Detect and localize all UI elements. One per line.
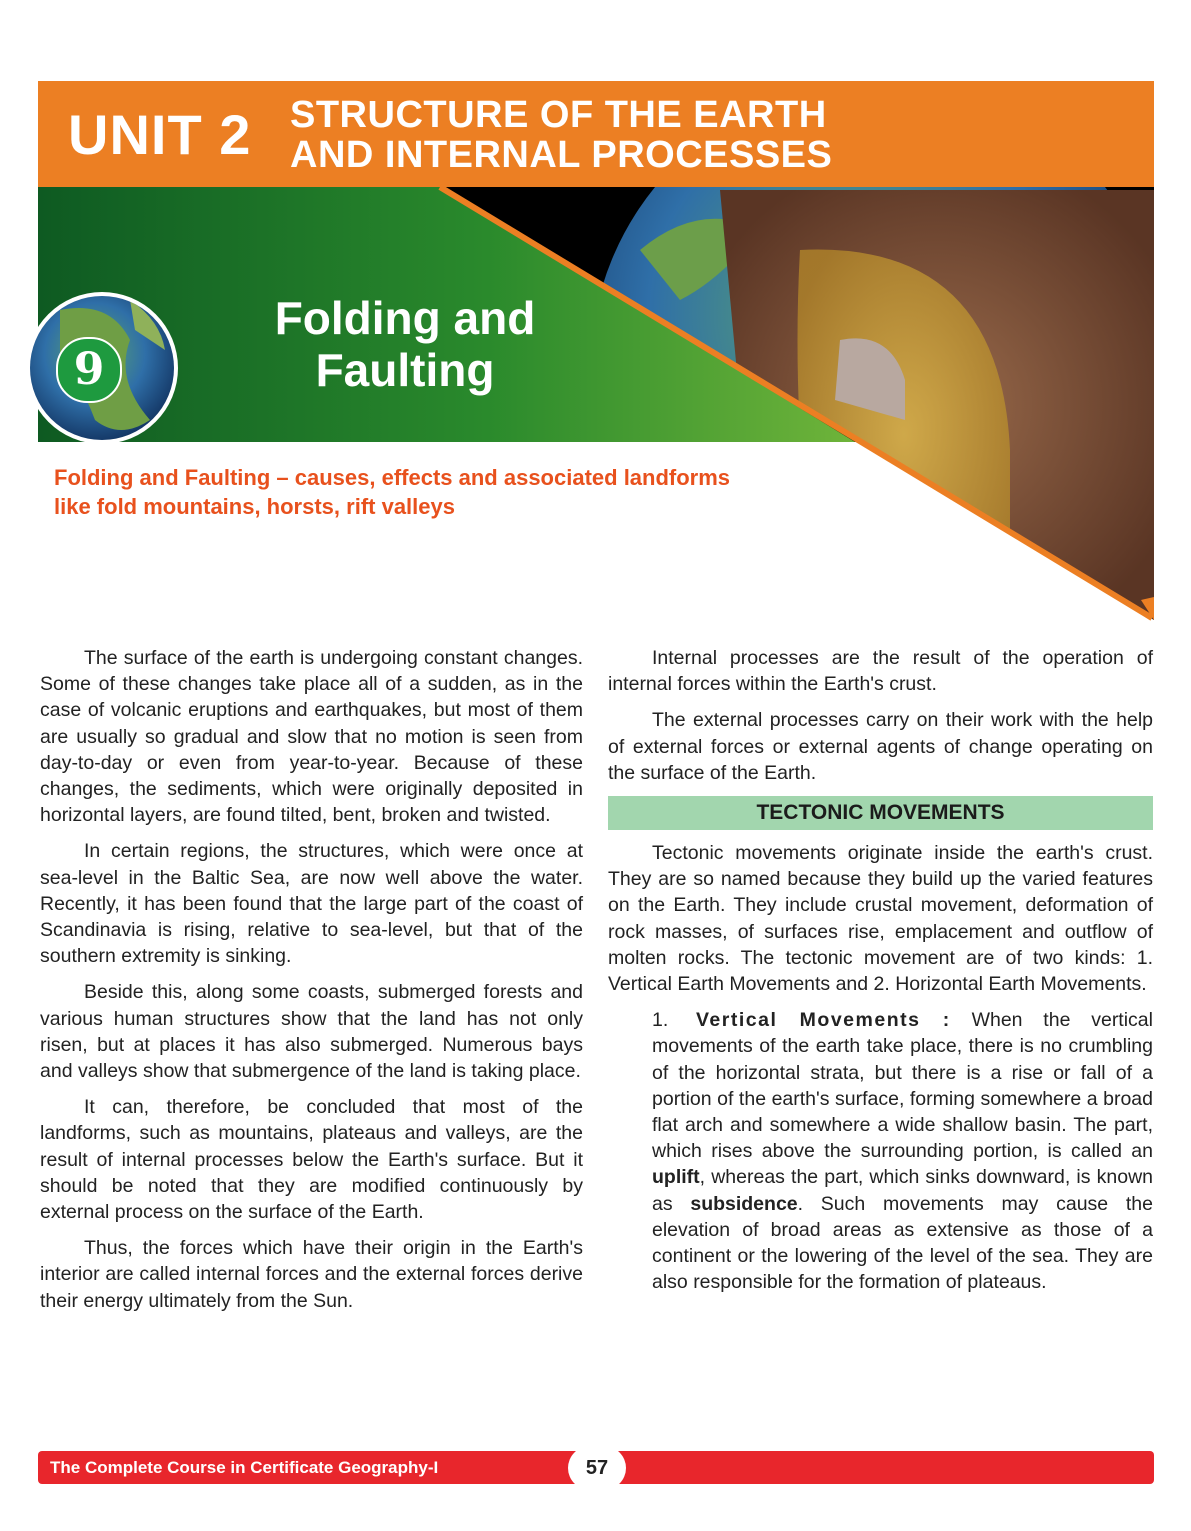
chapter-number: 9 <box>73 344 105 395</box>
term-subsidence: subsidence <box>690 1192 798 1215</box>
unit-title-line2: AND INTERNAL PROCESSES <box>290 134 833 176</box>
chapter-subtitle: Folding and Faulting – causes, effects and associated landforms like fold mountains, horsts, rift valleys <box>54 465 731 519</box>
paragraph: Beside this, along some coasts, submerged forests and various human structures show that the land has not only risen, but at places it has also submerged. Numerous bays and valleys show that submergence of the land is taking place. <box>40 981 583 1083</box>
paragraph: The external processes carry on their work with the help of external forces or external agents of change operating on the surface of the Earth. <box>608 709 1153 784</box>
paragraph: Thus, the forces which have their origin in the Earth's interior are called internal forces and the external forces derive their energy ultimately from the Sun. <box>40 1237 583 1312</box>
term-vertical-movements: Vertical Movements : <box>696 1009 951 1032</box>
left-column <box>40 645 583 1324</box>
paragraph: It can, therefore, be concluded that most of the landforms, such as mountains, plateaus and valleys, are the result of internal processes below the Earth's surface. But it should be noted that they are modified continuously by external process on the surface of the Earth. <box>40 1096 583 1224</box>
paragraph: The surface of the earth is undergoing constant changes. Some of these changes take place all of a sudden, as in the case of volcanic eruptions and earthquakes, but most of them are usually so gradual and slow that no motion is seen from day-to-day or even from year-to-year. Because of these changes, the sediments, which were originally deposited in horizontal layers, are found tilted, bent, broken and twisted. <box>40 647 583 827</box>
unit-title <box>290 95 832 175</box>
section-heading: TECTONIC MOVEMENTS <box>608 796 1153 830</box>
paragraph: Internal processes are the result of the operation of internal forces within the Earth's crust. <box>608 647 1153 696</box>
term-uplift: uplift <box>652 1166 700 1189</box>
chapter-title-line2: Faulting <box>315 344 495 396</box>
list-number: 1. <box>652 1009 669 1032</box>
list-item: 1. Vertical Movements : When the vertical movements of the earth take place, there is no crumbling of the horizontal strata, but there is a rise or fall of a portion of the earth's surface, forming somewhere a broad flat arch and somewhere a wide shallow basin. The part, which rises above the surrounding portion, is called an uplift, whereas the part, which sinks downward, is known as subsidence. Such movements may cause the elevation of broad areas as extensive as those of a continent or the lowering of the level of the sea. They are also responsible for the formation of plateaus. <box>608 1007 1153 1295</box>
right-column <box>608 645 1153 1305</box>
unit-title-line1: STRUCTURE OF THE EARTH <box>290 94 827 136</box>
chapter-number-badge <box>56 337 122 403</box>
book-title: The Complete Course in Certificate Geography-I <box>50 1458 439 1477</box>
paragraph: Tectonic movements originate inside the earth's crust. They are so named because they build up the varied features on the Earth. They include crustal movement, deformation of rock masses, of surfaces rise, emplacement and outflow of molten rocks. The tectonic movement are of two kinds: 1. Vertical Earth Movements and 2. Horizontal Earth Movements. <box>608 842 1153 996</box>
chapter-title <box>240 292 570 396</box>
chapter-title-line1: Folding and <box>274 292 536 344</box>
page-number: 57 <box>568 1446 626 1490</box>
unit-label: UNIT 2 <box>68 103 252 166</box>
paragraph: In certain regions, the structures, which were once at sea-level in the Baltic Sea, are now well above the water. Recently, it has been found that the large part of the coast of Scandinavia is rising, relative to sea-level, but that of the southern extremity is sinking. <box>40 840 583 968</box>
